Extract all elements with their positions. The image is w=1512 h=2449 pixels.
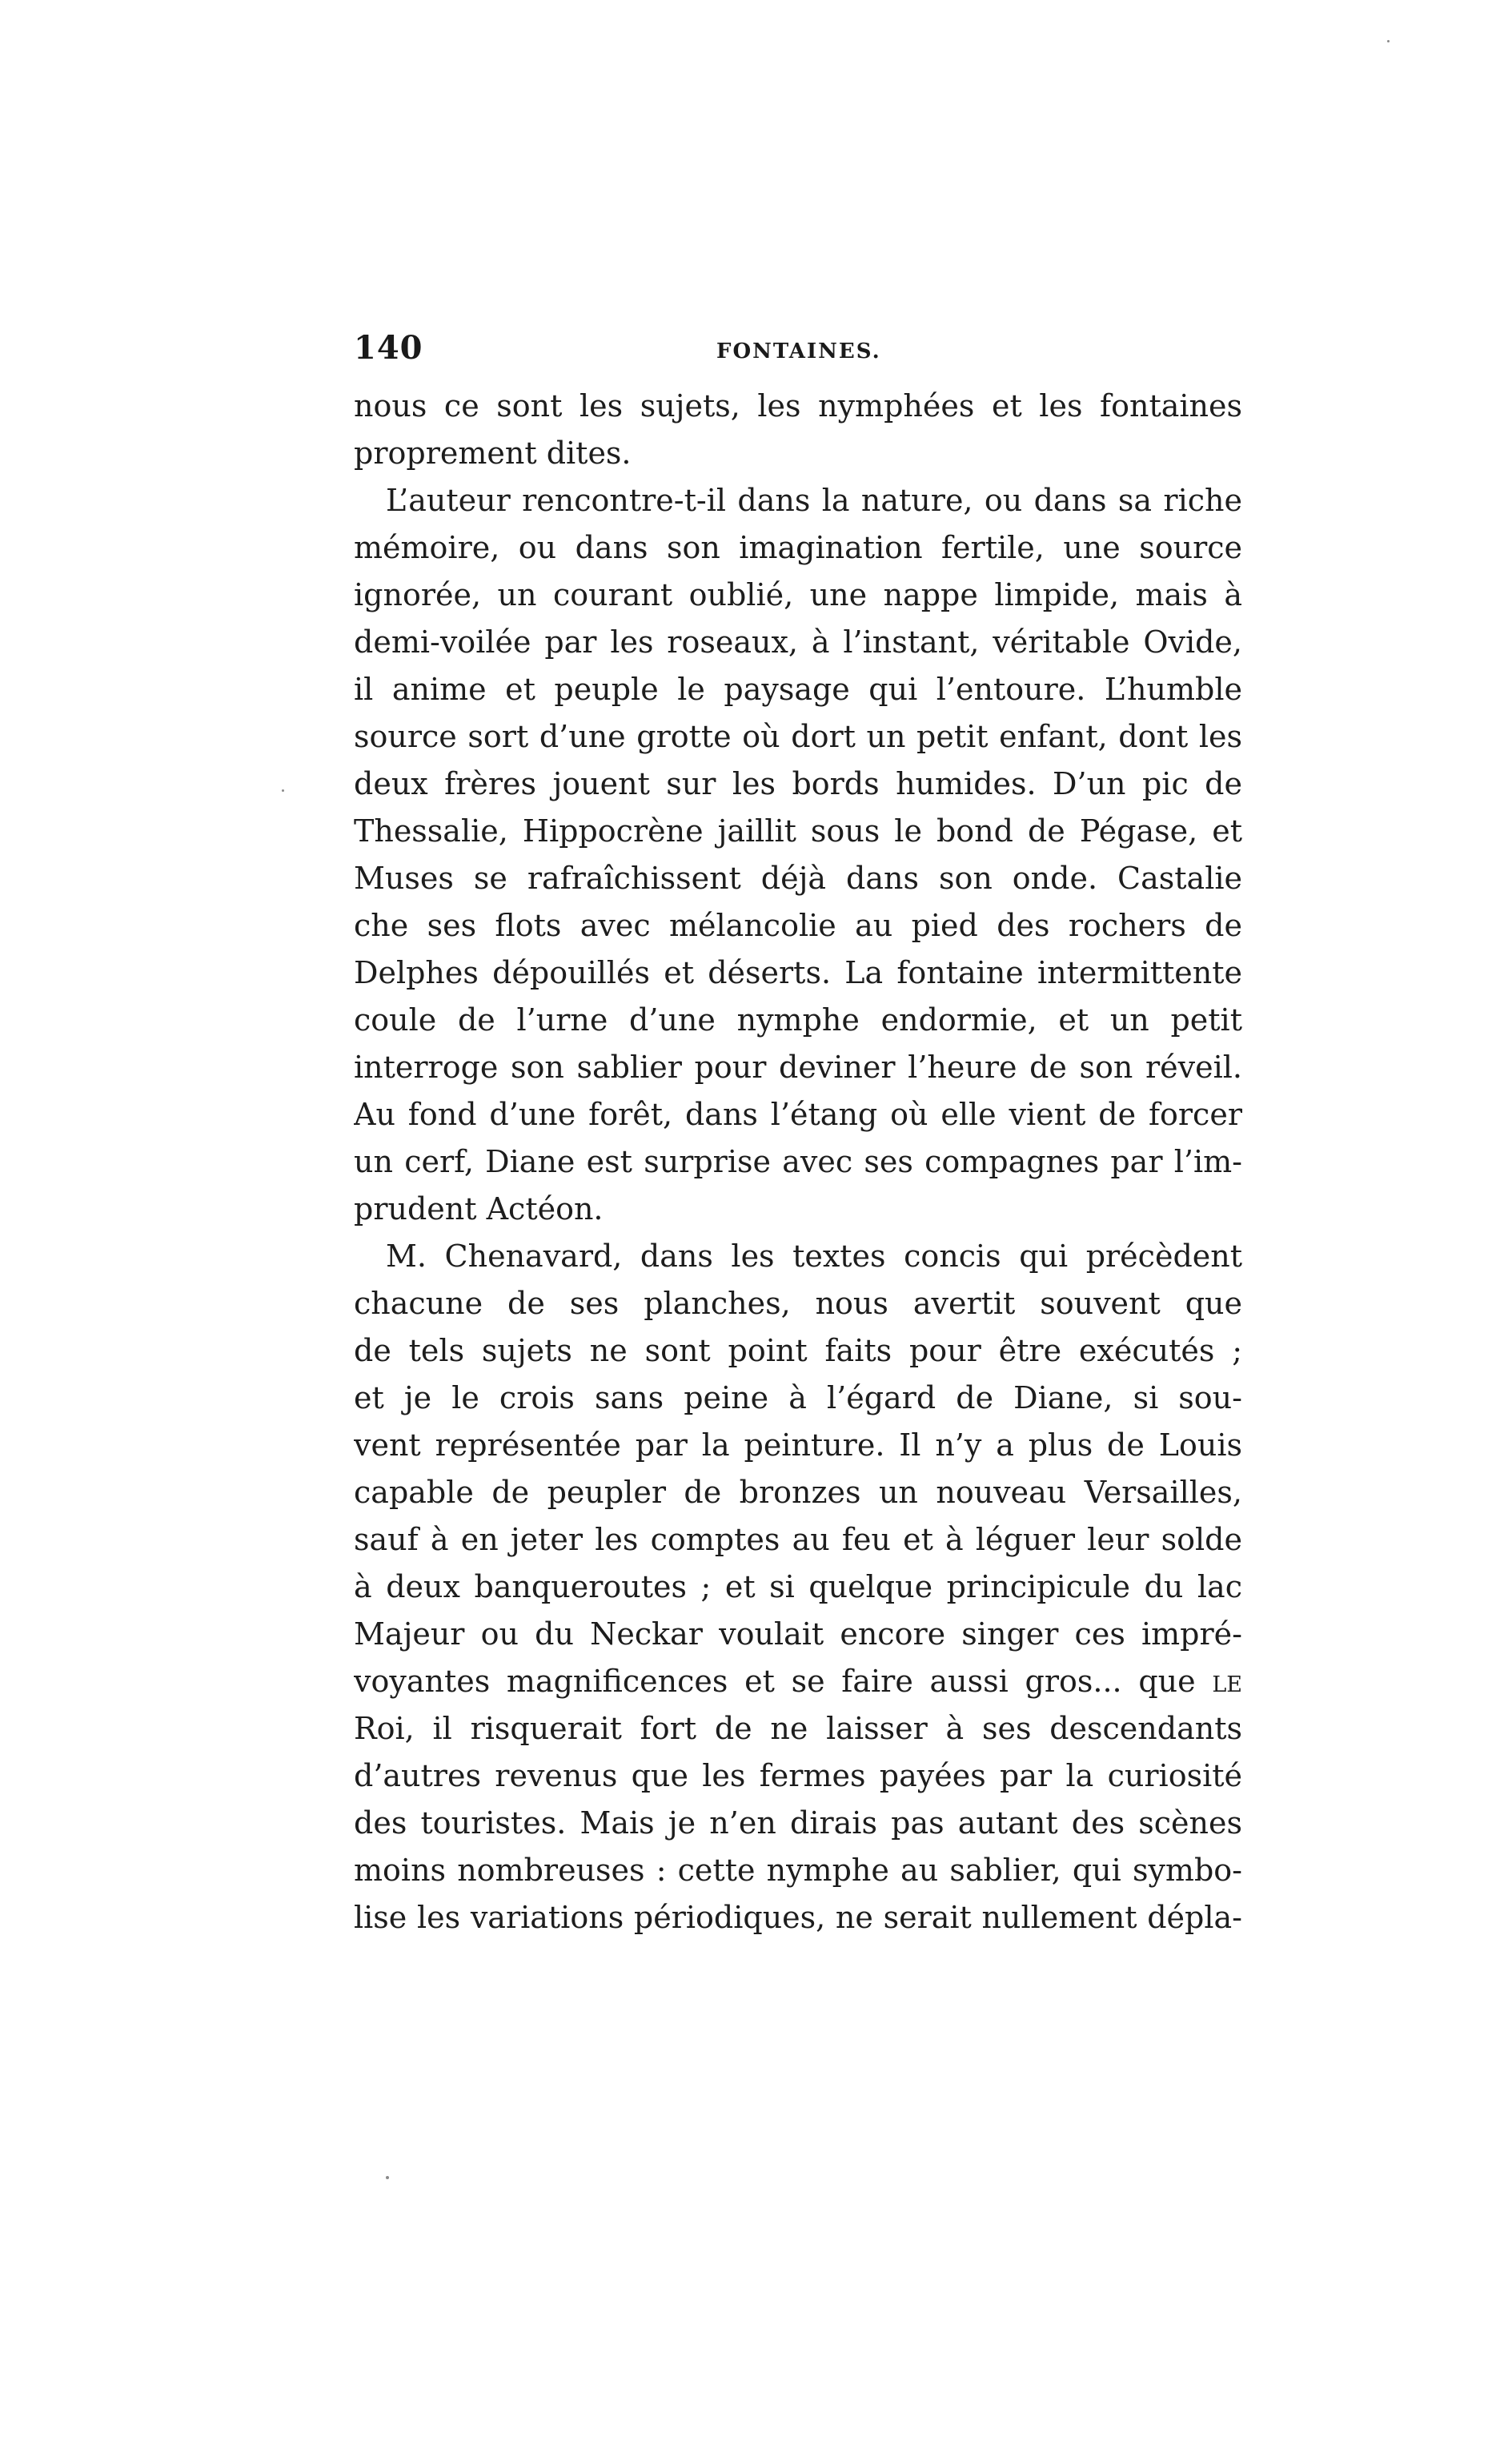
text-line: Delphes dépouillés et déserts. La fontaine intermittente [354,955,1242,990]
text-line-with-small-caps [354,1658,1242,1705]
text-line: capable de peupler de bronzes un nouveau Versailles, [354,1475,1242,1510]
body-text [354,383,1242,1941]
text-line: de tels sujets ne sont point faits pour être exécutés ; [354,1333,1242,1368]
text-line: Au fond d’une forêt, dans l’étang où elle vient de forcer [354,1097,1242,1132]
text-line: interroge son sablier pour deviner l’heure de son réveil. [354,1050,1242,1085]
text-line: d’autres revenus que les fermes payées par la curiosité [354,1758,1242,1793]
small-caps-le: le [1212,1664,1242,1699]
paper-speck [386,2176,389,2179]
text-line: des touristes. Mais je n’en dirais pas autant des scènes [354,1805,1242,1841]
text-line: Roi, il risquerait fort de ne laisser à ses descendants [354,1711,1242,1746]
text-line: Majeur ou du Neckar voulait encore singer ces impré- [354,1616,1242,1652]
paper-speck [1387,40,1390,42]
text-line: M. Chenavard, dans les textes concis qui précèdent [386,1239,1242,1274]
text-line: Thessalie, Hippocrène jaillit sous le bond de Pégase, et [354,813,1242,849]
text-line: vent représentée par la peinture. Il n’y a plus de Louis [354,1427,1242,1463]
text-line: sauf à en jeter les comptes au feu et à léguer leur solde [354,1522,1242,1557]
running-head: FONTAINES. [716,339,881,363]
text-line: et je le crois sans peine à l’égard de Diane, si sou- [354,1380,1242,1415]
paper-speck [282,789,284,792]
text-line: chacune de ses planches, nous avertit souvent que [354,1286,1242,1321]
text-line: prudent Actéon. [354,1191,604,1227]
text-line: ignorée, un courant oublié, une nappe limpide, mais à [354,577,1242,612]
text-line: L’auteur rencontre-t-il dans la nature, ou dans sa riche [386,483,1242,518]
text-line: un cerf, Diane est surprise avec ses compagnes par l’im- [354,1144,1242,1179]
text-line: il anime et peuple le paysage qui l’entoure. L’humble [354,672,1242,707]
page-header [354,324,1238,372]
text-line: moins nombreuses : cette nymphe au sablier, qui symbo- [354,1853,1242,1888]
text-line: proprement dites. [354,436,632,471]
text-line: deux frères jouent sur les bords humides. D’un pic de [354,766,1242,801]
text-line: demi-voilée par les roseaux, à l’instant, véritable Ovide, [354,624,1242,660]
text-line: source sort d’une grotte où dort un petit enfant, dont les [354,719,1242,754]
text-line: à deux banqueroutes ; et si quelque principicule du lac [354,1569,1242,1604]
text-line: Muses se rafraîchissent déjà dans son onde. Castalie [354,861,1242,896]
text-line: che ses flots avec mélancolie au pied des rochers de [354,908,1242,943]
text-line: nous ce sont les sujets, les nymphées et les fontaines [354,388,1242,424]
text-line: lise les variations périodiques, ne serait nullement dépla- [354,1900,1242,1935]
text-line: mémoire, ou dans son imagination fertile, une source [354,530,1242,565]
text-fragment: voyantes magnificences et se faire aussi gros... que [354,1664,1196,1699]
page-number: 140 [354,329,423,367]
text-line: coule de l’urne d’une nymphe endormie, et un petit [354,1002,1242,1038]
